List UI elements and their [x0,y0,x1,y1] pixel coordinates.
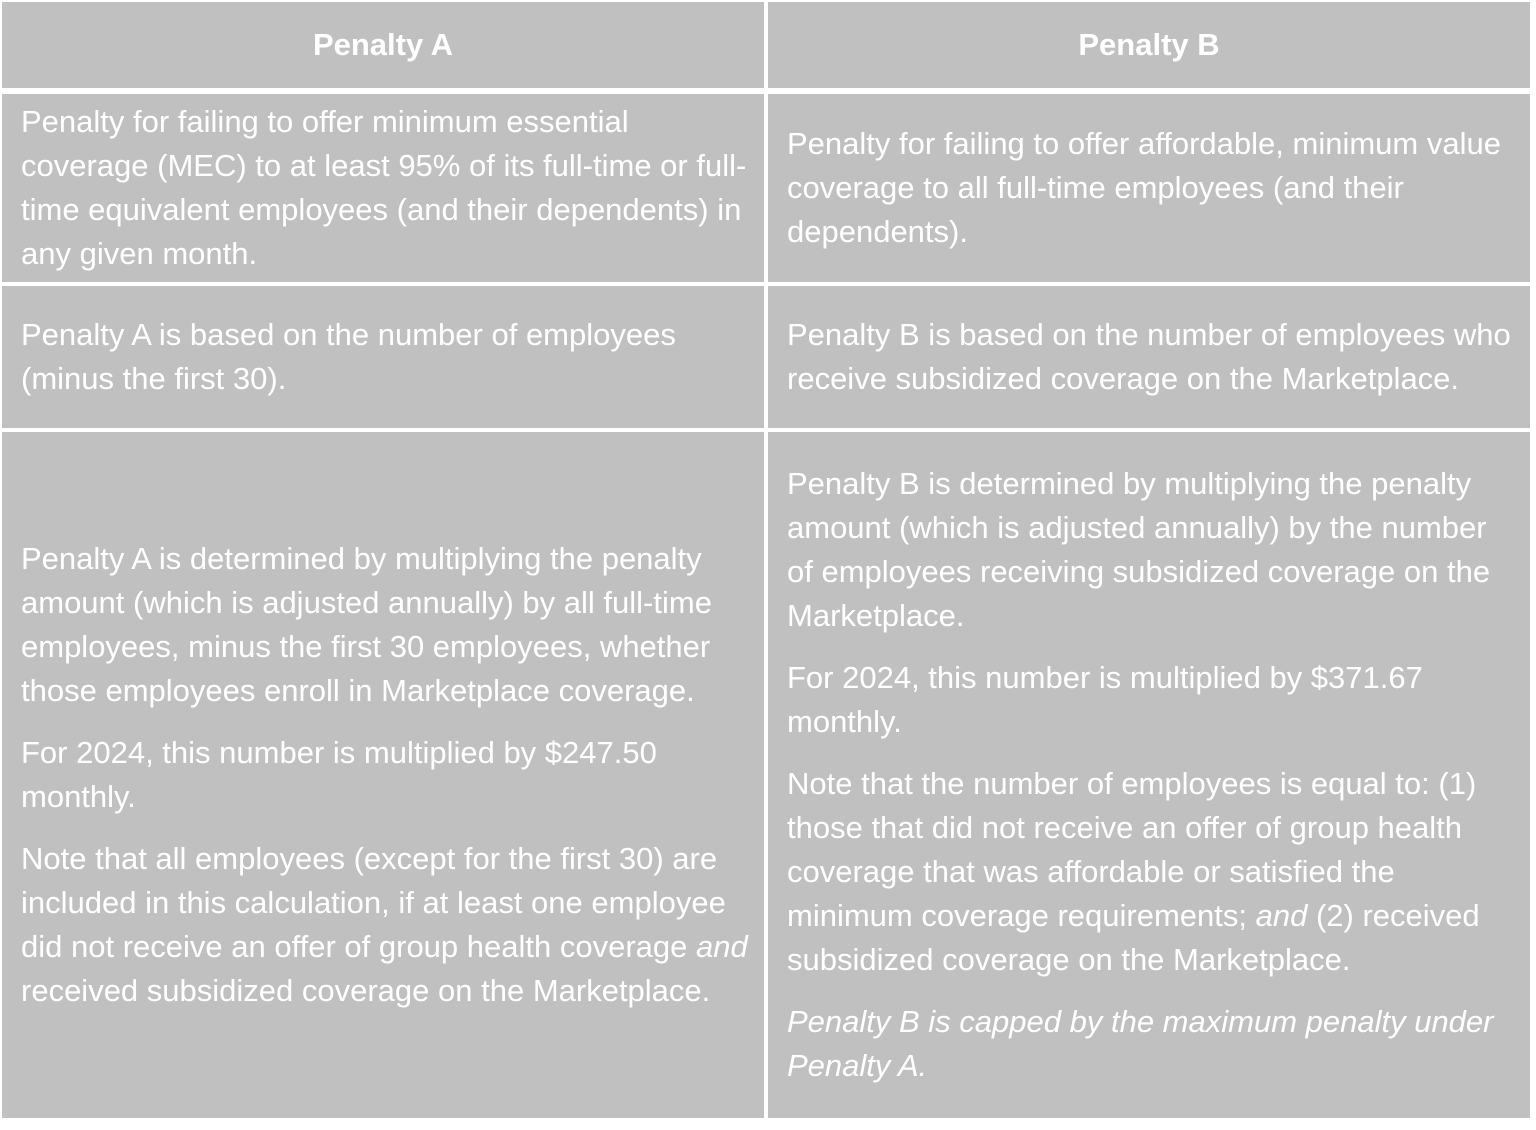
cell-a-basis [2,286,764,428]
cell-b-calculation [768,432,1530,1118]
header-penalty-a: Penalty A [2,2,764,88]
penalty-a-basis: Penalty A is based on the number of employees (minus the first 30). [21,317,676,396]
penalty-b-note-emphasis: and [1255,898,1308,933]
header-penalty-b: Penalty B [768,2,1530,88]
penalty-b-basis: Penalty B is based on the number of employees who receive subsidized coverage on the Marketplace. [787,317,1511,396]
penalty-a-note-start: Note that all employees (except for the first 30) are included in this calculation, if at least one employee did not receive an offer of group health coverage [21,841,726,964]
penalty-a-note [21,837,748,1013]
penalty-b-note-start: Note that the number of employees is equal to: (1) those that did not receive an offer of group health coverage that was affordable or satisfied the minimum coverage requirements; [787,766,1477,933]
penalty-a-note-end: received subsidized coverage on the Marketplace. [21,973,711,1008]
penalty-a-2024-amount: For 2024, this number is multiplied by $247.50 monthly. [21,735,657,814]
penalty-b-calculation-text: Penalty B is determined by multiplying the penalty amount (which is adjusted annually) by the number of employees receiving subsidized coverage on the Marketplace. [787,466,1491,633]
penalty-a-calculation-text: Penalty A is determined by multiplying the penalty amount (which is adjusted annually) by all full-time employees, minus the first 30 employees, whether those employees enroll in Marketplace coverage. [21,541,712,708]
penalty-b-cap-text: Penalty B is capped by the maximum penalty under Penalty A. [787,1004,1494,1083]
penalty-a-note-emphasis: and [696,929,748,964]
penalty-b-note-end: (2) received subsidized coverage on the Marketplace. [787,898,1480,977]
cell-a-calculation [2,432,764,1118]
cell-a-definition [2,94,764,282]
penalty-b-definition: Penalty for failing to offer affordable, minimum value coverage to all full-time employees (and their dependents). [787,126,1501,249]
penalty-b-cap-note [787,1000,1514,1088]
cell-b-basis [768,286,1530,428]
cell-b-definition [768,94,1530,282]
penalty-b-note [787,762,1514,982]
penalty-a-definition: Penalty for failing to offer minimum essential coverage (MEC) to at least 95% of its full-time or full-time equivalent employees (and their dependents) in any given month. [21,104,747,271]
penalty-b-2024-amount: For 2024, this number is multiplied by $371.67 monthly. [787,660,1423,739]
